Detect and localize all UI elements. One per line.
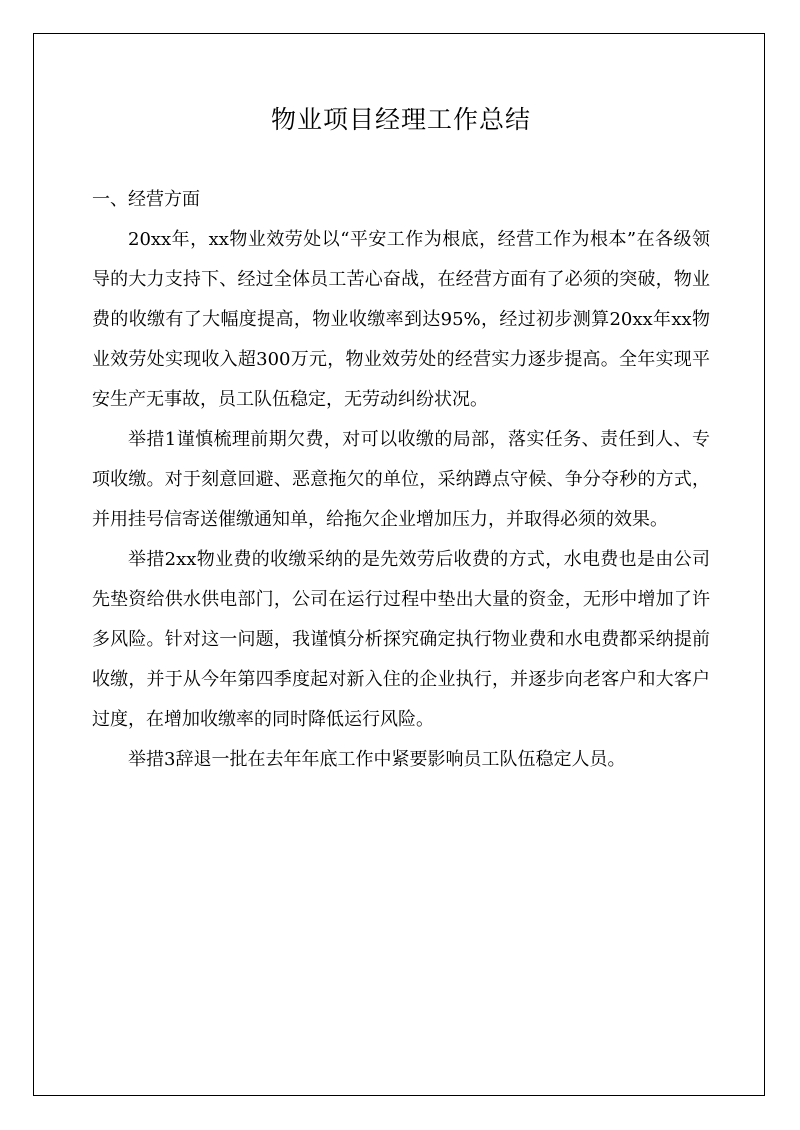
document-body	[92, 100, 710, 780]
paragraph-measure-1: 举措1谨慎梳理前期欠费，对可以收缴的局部，落实任务、责任到人、专项收缴。对于刻意回避、恶意拖欠的单位，采纳蹲点守候、争分夺秒的方式，并用挂号信寄送催缴通知单，给拖欠企业增加压力，并取得必须的效果。	[92, 429, 710, 530]
document-title: 物业项目经理工作总结	[270, 105, 531, 134]
paragraph-measure-2: 举措2xx物业费的收缴采纳的是先效劳后收费的方式，水电费也是由公司先垫资给供水供电部门，公司在运行过程中垫出大量的资金，无形中增加了许多风险。针对这一问题，我谨慎分析探究确定执行物业费和水电费都采纳提前收缴，并于从今年第四季度起对新入住的企业执行，并逐步向老客户和大客户过度，在增加收缴率的同时降低运行风险。	[92, 549, 710, 730]
paragraph-operations-summary: 20xx年，xx物业效劳处以“平安工作为根底，经营工作为根本”在各级领导的大力支持下、经过全体员工苦心奋战，在经营方面有了必须的突破，物业费的收缴有了大幅度提高，物业收缴率到达95%，经过初步测算20xx年xx物业效劳处实现收入超300万元，物业效劳处的经营实力逐步提高。全年实现平安生产无事故，员工队伍稳定，无劳动纠纷状况。	[92, 229, 710, 410]
section-heading: 一、经营方面	[92, 189, 200, 210]
paragraph-measure-3: 举措3辞退一批在去年年底工作中紧要影响员工队伍稳定人员。	[128, 749, 626, 770]
